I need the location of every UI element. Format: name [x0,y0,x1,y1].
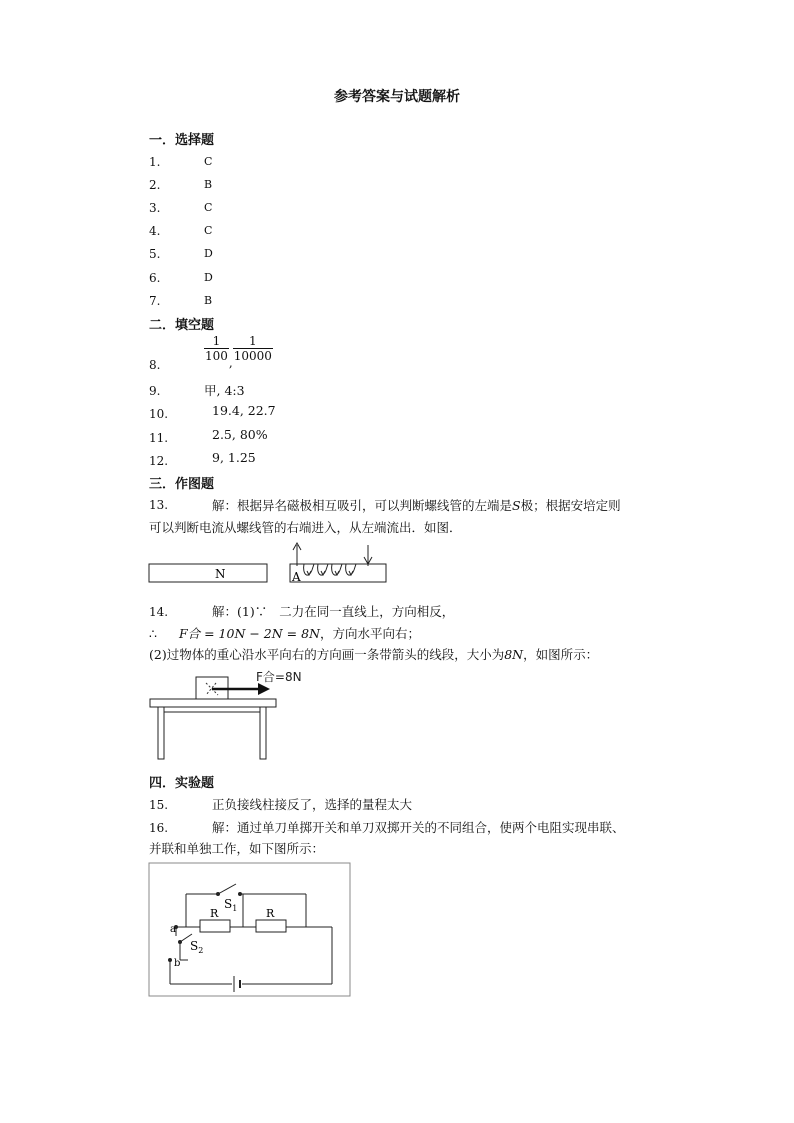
node-b [168,958,172,962]
fill-num: 8. [149,358,161,372]
arrow-right-icon [258,683,270,695]
therefore-symbol: ∴ [149,626,157,641]
table-leg [260,707,266,759]
choice-answer: D [204,271,213,284]
q15-num: 15. [149,798,169,812]
fill-num: 10. [149,407,169,421]
s1-label: $S_1$ [224,897,238,913]
q13-text: 极；根据安培定则 [520,498,621,513]
table-leg [158,707,164,759]
solenoid-label: A [292,570,301,584]
choice-num: 5. [149,247,161,261]
section-fill-heading: 二．填空题 [149,318,215,333]
q16-num: 16. [149,821,169,835]
fill-num: 9. [149,384,161,398]
choice-answer: B [204,178,213,191]
q14-text: ，如图所示： [523,647,599,662]
q14-num: 14. [149,605,169,619]
q14-text: 解： [212,604,238,619]
q14-line1 [212,602,454,620]
q14-line2 [149,624,420,642]
table-top [150,699,276,707]
b-label: b [174,958,181,969]
fill-answer-q8 [204,334,273,370]
choice-num: 7. [149,294,161,308]
numerator: 1 [204,334,229,349]
switch-contact [238,892,242,896]
section-drawing-heading: 三．作图题 [149,477,215,492]
resistor-2-label: R [266,907,275,920]
force-label: F合=8N [256,670,302,684]
numerator: 1 [233,334,273,349]
choice-answer: C [204,155,213,168]
section-choice-heading: 一．选择题 [149,133,215,148]
q14-text: ，方向水平向右； [320,626,421,641]
choice-answer: B [204,294,213,307]
bar-magnet [149,564,267,582]
switch-contact [216,892,220,896]
fraction [233,334,273,363]
choice-answer: D [204,247,213,260]
q13-line1 [212,496,621,514]
magnet-label: N [215,567,226,581]
q14-text: 二力在同一直线上，方向相反， [279,604,455,619]
fill-num: 12. [149,454,169,468]
pole-s: S [512,498,521,513]
q16-line2: 并联和单独工作，如下图所示： [149,841,325,856]
q13-text: 解：根据异名磁极相互吸引，可以判断螺线管的左端是 [212,498,513,513]
q14-line3 [149,645,598,663]
choice-num: 2. [149,178,161,192]
q16-circuit [148,862,352,998]
choice-answer: C [204,201,213,214]
figure-border [149,863,350,996]
section-experiment-heading: 四．实验题 [149,776,215,791]
switch-s1-blade [218,884,236,894]
q13-num: 13. [149,498,169,512]
q14-figure [148,666,302,762]
choice-num: 1. [149,155,161,169]
q16-line1: 解：通过单刀单掷开关和单刀双掷开关的不同组合，使两个电阻实现串联、 [212,820,625,835]
fraction [204,334,229,363]
q13-line2: 可以判断电流从螺线管的右端进入，从左端流出．如图． [149,520,462,535]
denominator: 100 [205,349,228,363]
fill-answer: 甲, 4:3 [204,383,245,398]
page-title: 参考答案与试题解析 [334,89,460,105]
fill-num: 11. [149,431,169,445]
denominator: 10000 [233,349,272,363]
fill-answer: 9, 1.25 [212,450,256,465]
q13-figure [148,540,398,588]
fill-answer: 2.5, 80% [212,427,268,442]
resistor-1-label: R [210,907,219,920]
separator: , [228,356,233,370]
choice-num: 4. [149,224,161,238]
switch-contact [178,940,182,944]
fill-answer: 19.4, 22.7 [212,403,276,418]
choice-num: 6. [149,271,161,285]
q14-math: (1)∵ [237,604,268,619]
choice-num: 3. [149,201,161,215]
coil-windings [304,564,356,575]
force-value: 8N [504,647,524,662]
resistor-2 [256,920,286,932]
force-formula: F合 = 10N − 2N = 8N [178,626,321,641]
s2-label: $S_2$ [190,939,204,955]
q14-text: (2)过物体的重心沿水平向右的方向画一条带箭头的线段，大小为 [149,647,505,662]
q15-answer: 正负接线柱接反了，选择的量程太大 [212,797,413,812]
choice-answer: C [204,224,213,237]
a-label: a [170,924,176,935]
resistor-1 [200,920,230,932]
